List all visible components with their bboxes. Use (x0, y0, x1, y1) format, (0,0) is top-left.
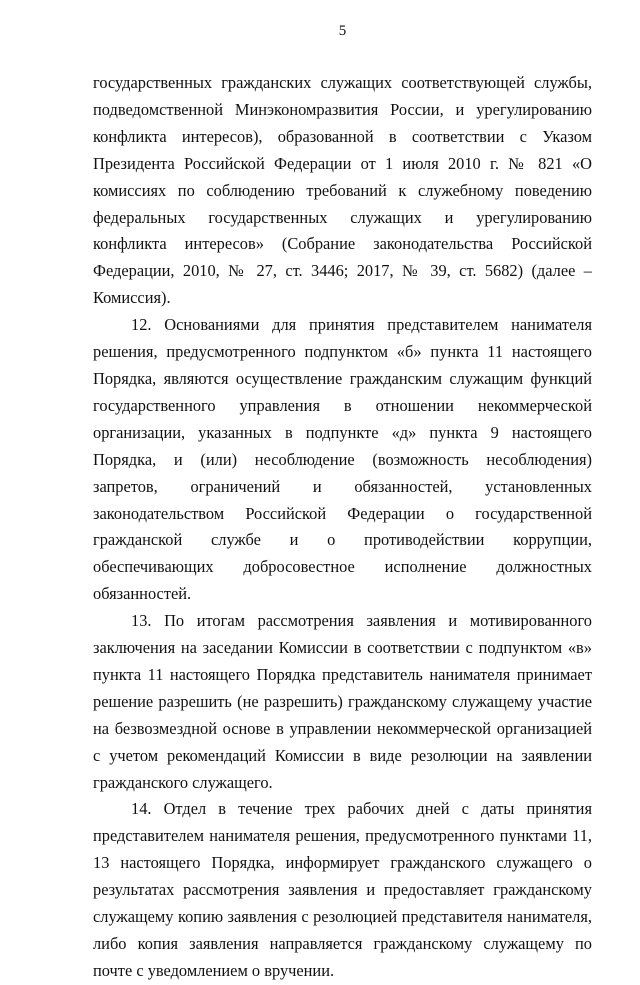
page-number: 5 (338, 23, 347, 39)
paragraph-13: 13. По итогам рассмотрения заявления и мотивированного заключения на заседании Комиссии в соответствии с подпунктом «в» пункта 11 настоящего Порядка представитель нанимателя принимает решение разрешить (не разрешить) гражданскому служащему участие на безвозмездной основе в управлении некоммерческой организацией с учетом рекомендаций Комиссии в виде резолюции на заявлении гражданского служащего. (93, 611, 592, 792)
paragraph-continuation: государственных гражданских служащих соответствующей службы, подведомственной Минэкономразвития России, и урегулированию конфликта интересов), образованной в соответствии с Указом Президента Российской Федерации от 1 июля 2010 г. № 821 «О комиссиях по соблюдению требований к служебному поведению федеральных государственных служащих и урегулированию конфликта интересов» (Собрание законодательства Российской Федерации, 2010, № 27, ст. 3446; 2017, № 39, ст. 5682) (далее – Комиссия). (93, 73, 592, 308)
paragraph-14: 14. Отдел в течение трех рабочих дней с даты принятия представителем нанимателя решения, предусмотренного пунктами 11, 13 настоящего Порядка, информирует гражданского служащего о результатах рассмотрения заявления и предоставляет гражданскому служащему копию заявления с резолюцией представителя нанимателя, либо копия заявления направляется гражданскому служащему по почте с уведомлением о вручении. (93, 799, 592, 980)
paragraph-12: 12. Основаниями для принятия представителем нанимателя решения, предусмотренного подпунктом «б» пункта 11 настоящего Порядка, являются осуществление гражданским служащим функций государственного управления в отношении некоммерческой организации, указанных в подпункте «д» пункта 9 настоящего Порядка, и (или) несоблюдение (возможность несоблюдения) запретов, ограничений и обязанностей, установленных законодательством Российской Федерации о государственной гражданской службе и о противодействии коррупции, обеспечивающих добросовестное исполнение должностных обязанностей. (93, 315, 592, 604)
